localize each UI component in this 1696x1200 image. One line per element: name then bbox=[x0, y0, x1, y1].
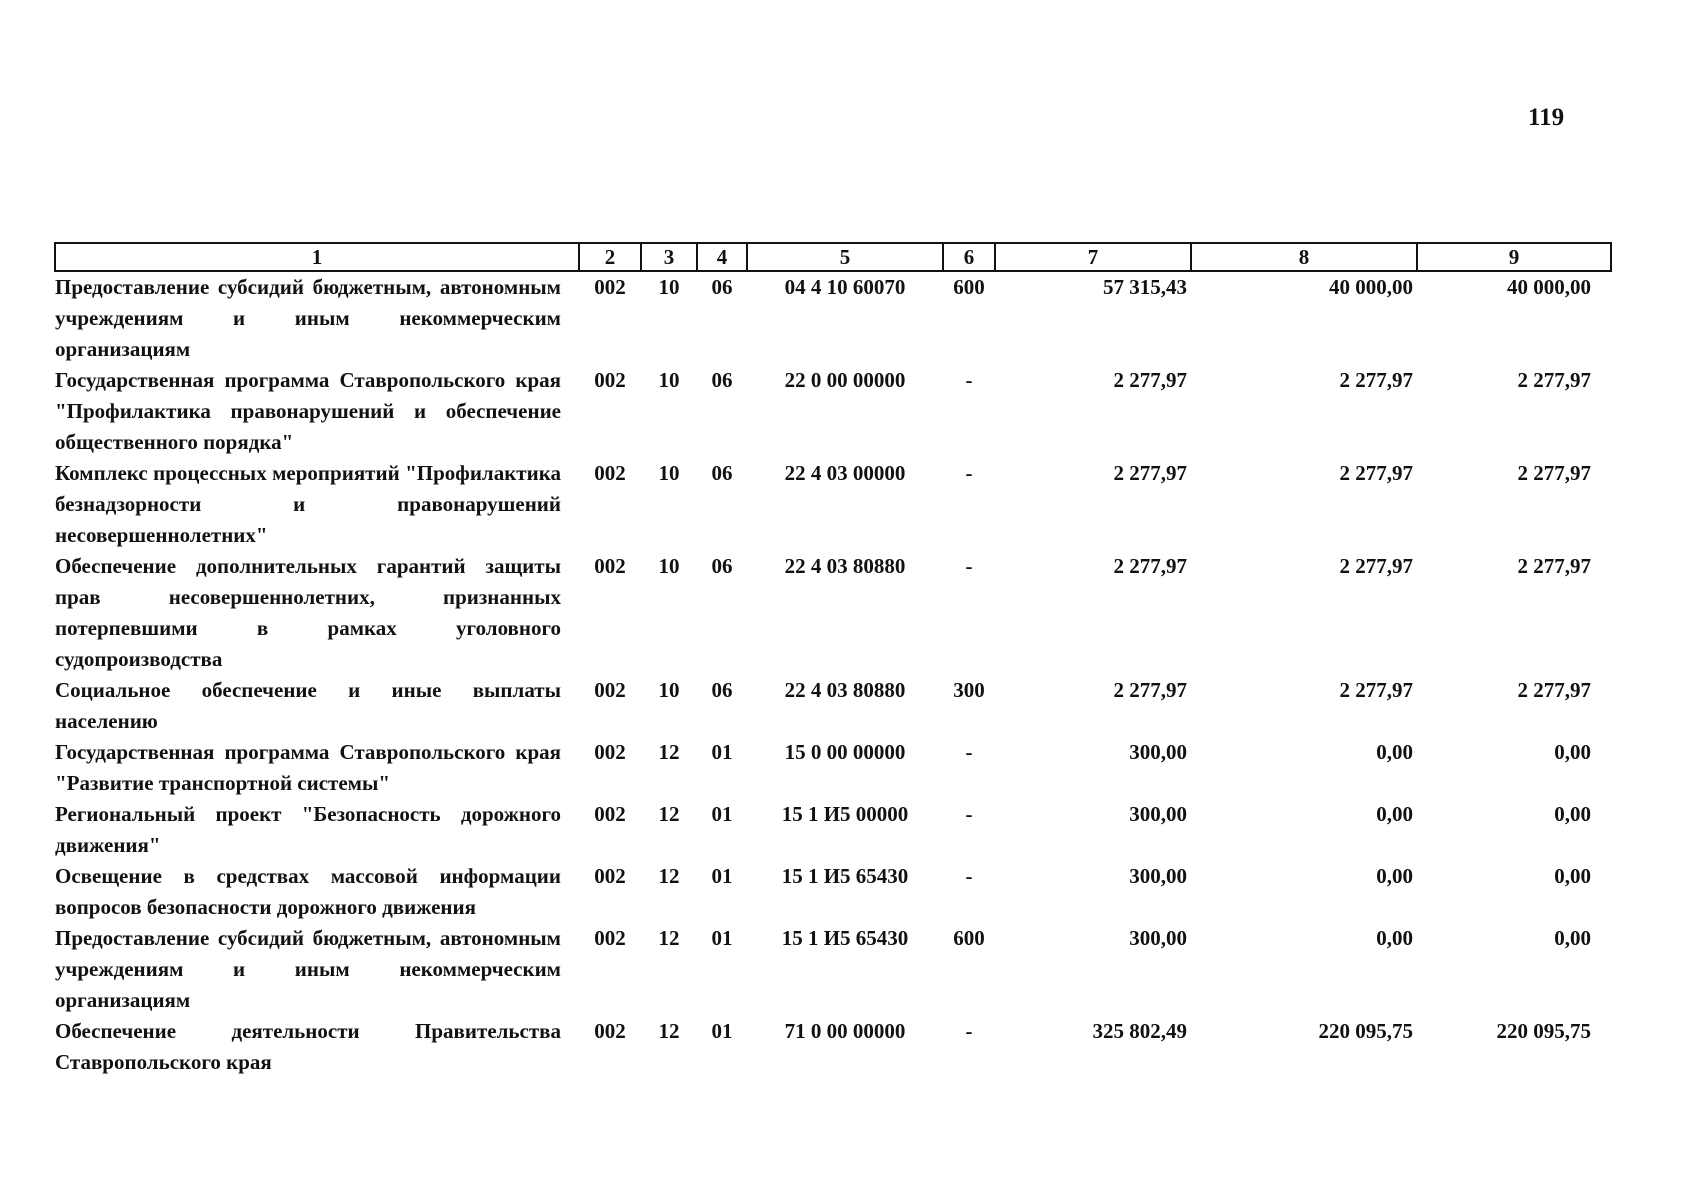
table-row bbox=[55, 675, 1611, 737]
table-row bbox=[55, 551, 1611, 675]
column-header: 8 bbox=[1191, 243, 1417, 271]
chapter-code-cell: 002 bbox=[594, 275, 626, 299]
amount-col8-cell: 0,00 bbox=[1376, 926, 1413, 950]
amount-col8-cell: 2 277,97 bbox=[1339, 461, 1413, 485]
chapter-code-cell: 002 bbox=[594, 1019, 626, 1043]
section-code-cell: 10 bbox=[658, 461, 680, 485]
amount-col7-cell: 300,00 bbox=[1129, 802, 1187, 826]
expense-type-cell: - bbox=[965, 740, 973, 764]
table-row bbox=[55, 1016, 1611, 1078]
budget-table bbox=[54, 242, 1612, 1078]
expense-type-cell: - bbox=[965, 802, 973, 826]
chapter-code-cell: 002 bbox=[594, 461, 626, 485]
column-header: 1 bbox=[55, 243, 579, 271]
amount-col9-cell: 2 277,97 bbox=[1517, 678, 1591, 702]
target-article-cell: 15 1 И5 65430 bbox=[781, 926, 909, 950]
amount-col7-cell: 2 277,97 bbox=[1113, 678, 1187, 702]
column-header: 9 bbox=[1417, 243, 1611, 271]
expense-type-cell: - bbox=[965, 1019, 973, 1043]
chapter-code-cell: 002 bbox=[594, 864, 626, 888]
amount-col7-cell: 300,00 bbox=[1129, 926, 1187, 950]
subsection-code-cell: 01 bbox=[711, 740, 733, 764]
row-name-cell: Предоставление субсидий бюджетным, автономным учреждениям и иным некоммерческим организациям bbox=[55, 275, 561, 361]
expense-type-cell: 300 bbox=[953, 678, 985, 702]
row-name-cell: Обеспечение деятельности Правительства Ставропольского края bbox=[55, 1019, 561, 1074]
chapter-code-cell: 002 bbox=[594, 554, 626, 578]
column-header: 7 bbox=[995, 243, 1191, 271]
row-name-cell: Обеспечение дополнительных гарантий защиты прав несовершеннолетних, признанных потерпевшими в рамках уголовного судопроизводства bbox=[55, 554, 561, 671]
amount-col8-cell: 2 277,97 bbox=[1339, 554, 1413, 578]
row-name-cell: Освещение в средствах массовой информации вопросов безопасности дорожного движения bbox=[55, 864, 561, 919]
table-row bbox=[55, 737, 1611, 799]
section-code-cell: 12 bbox=[658, 926, 680, 950]
amount-col8-cell: 40 000,00 bbox=[1329, 275, 1413, 299]
chapter-code-cell: 002 bbox=[594, 926, 626, 950]
expense-type-cell: - bbox=[965, 461, 973, 485]
target-article-cell: 22 4 03 80880 bbox=[784, 678, 906, 702]
chapter-code-cell: 002 bbox=[594, 368, 626, 392]
target-article-cell: 22 4 03 00000 bbox=[784, 461, 906, 485]
section-code-cell: 12 bbox=[658, 802, 680, 826]
amount-col9-cell: 0,00 bbox=[1554, 864, 1591, 888]
table-row bbox=[55, 861, 1611, 923]
expense-type-cell: - bbox=[965, 864, 973, 888]
subsection-code-cell: 01 bbox=[711, 864, 733, 888]
target-article-cell: 15 1 И5 65430 bbox=[781, 864, 909, 888]
subsection-code-cell: 06 bbox=[711, 554, 733, 578]
expense-type-cell: - bbox=[965, 554, 973, 578]
column-header: 6 bbox=[943, 243, 995, 271]
amount-col8-cell: 2 277,97 bbox=[1339, 368, 1413, 392]
column-header: 5 bbox=[747, 243, 943, 271]
subsection-code-cell: 06 bbox=[711, 678, 733, 702]
table-header-row bbox=[55, 243, 1611, 271]
target-article-cell: 15 1 И5 00000 bbox=[781, 802, 909, 826]
amount-col7-cell: 325 802,49 bbox=[1092, 1019, 1187, 1043]
subsection-code-cell: 06 bbox=[711, 275, 733, 299]
table-row bbox=[55, 458, 1611, 551]
expense-type-cell: 600 bbox=[953, 275, 985, 299]
chapter-code-cell: 002 bbox=[594, 678, 626, 702]
table-row bbox=[55, 799, 1611, 861]
row-name-cell: Государственная программа Ставропольского края "Профилактика правонарушений и обеспечение общественного порядка" bbox=[55, 368, 561, 454]
row-name-cell: Государственная программа Ставропольского края "Развитие транспортной системы" bbox=[55, 740, 561, 795]
amount-col7-cell: 300,00 bbox=[1129, 864, 1187, 888]
subsection-code-cell: 06 bbox=[711, 461, 733, 485]
subsection-code-cell: 01 bbox=[711, 1019, 733, 1043]
section-code-cell: 10 bbox=[658, 275, 680, 299]
amount-col9-cell: 2 277,97 bbox=[1517, 461, 1591, 485]
chapter-code-cell: 002 bbox=[594, 740, 626, 764]
table-row bbox=[55, 923, 1611, 1016]
amount-col9-cell: 0,00 bbox=[1554, 802, 1591, 826]
section-code-cell: 10 bbox=[658, 678, 680, 702]
amount-col9-cell: 220 095,75 bbox=[1496, 1019, 1591, 1043]
section-code-cell: 12 bbox=[658, 1019, 680, 1043]
page-number: 119 bbox=[1528, 104, 1565, 131]
subsection-code-cell: 01 bbox=[711, 802, 733, 826]
target-article-cell: 04 4 10 60070 bbox=[784, 275, 906, 299]
section-code-cell: 12 bbox=[658, 740, 680, 764]
amount-col7-cell: 2 277,97 bbox=[1113, 368, 1187, 392]
target-article-cell: 22 0 00 00000 bbox=[784, 368, 906, 392]
amount-col7-cell: 2 277,97 bbox=[1113, 461, 1187, 485]
target-article-cell: 15 0 00 00000 bbox=[784, 740, 906, 764]
subsection-code-cell: 06 bbox=[711, 368, 733, 392]
table-row bbox=[55, 365, 1611, 458]
amount-col8-cell: 0,00 bbox=[1376, 740, 1413, 764]
section-code-cell: 12 bbox=[658, 864, 680, 888]
table-body bbox=[55, 271, 1611, 1078]
row-name-cell: Предоставление субсидий бюджетным, автономным учреждениям и иным некоммерческим организациям bbox=[55, 926, 561, 1012]
expense-type-cell: 600 bbox=[953, 926, 985, 950]
target-article-cell: 71 0 00 00000 bbox=[784, 1019, 906, 1043]
section-code-cell: 10 bbox=[658, 554, 680, 578]
row-name-cell: Социальное обеспечение и иные выплаты населению bbox=[55, 678, 561, 733]
amount-col7-cell: 2 277,97 bbox=[1113, 554, 1187, 578]
amount-col9-cell: 0,00 bbox=[1554, 926, 1591, 950]
column-header: 2 bbox=[579, 243, 641, 271]
row-name-cell: Региональный проект "Безопасность дорожного движения" bbox=[55, 802, 561, 857]
amount-col8-cell: 0,00 bbox=[1376, 864, 1413, 888]
amount-col8-cell: 2 277,97 bbox=[1339, 678, 1413, 702]
amount-col9-cell: 0,00 bbox=[1554, 740, 1591, 764]
target-article-cell: 22 4 03 80880 bbox=[784, 554, 906, 578]
amount-col9-cell: 2 277,97 bbox=[1517, 554, 1591, 578]
column-header: 3 bbox=[641, 243, 697, 271]
amount-col7-cell: 57 315,43 bbox=[1103, 275, 1187, 299]
amount-col8-cell: 0,00 bbox=[1376, 802, 1413, 826]
amount-col7-cell: 300,00 bbox=[1129, 740, 1187, 764]
amount-col9-cell: 40 000,00 bbox=[1507, 275, 1591, 299]
column-header: 4 bbox=[697, 243, 747, 271]
expense-type-cell: - bbox=[965, 368, 973, 392]
amount-col8-cell: 220 095,75 bbox=[1318, 1019, 1413, 1043]
table-row bbox=[55, 271, 1611, 365]
subsection-code-cell: 01 bbox=[711, 926, 733, 950]
row-name-cell: Комплекс процессных мероприятий "Профилактика безнадзорности и правонарушений несовершеннолетних" bbox=[55, 461, 561, 547]
section-code-cell: 10 bbox=[658, 368, 680, 392]
amount-col9-cell: 2 277,97 bbox=[1517, 368, 1591, 392]
chapter-code-cell: 002 bbox=[594, 802, 626, 826]
